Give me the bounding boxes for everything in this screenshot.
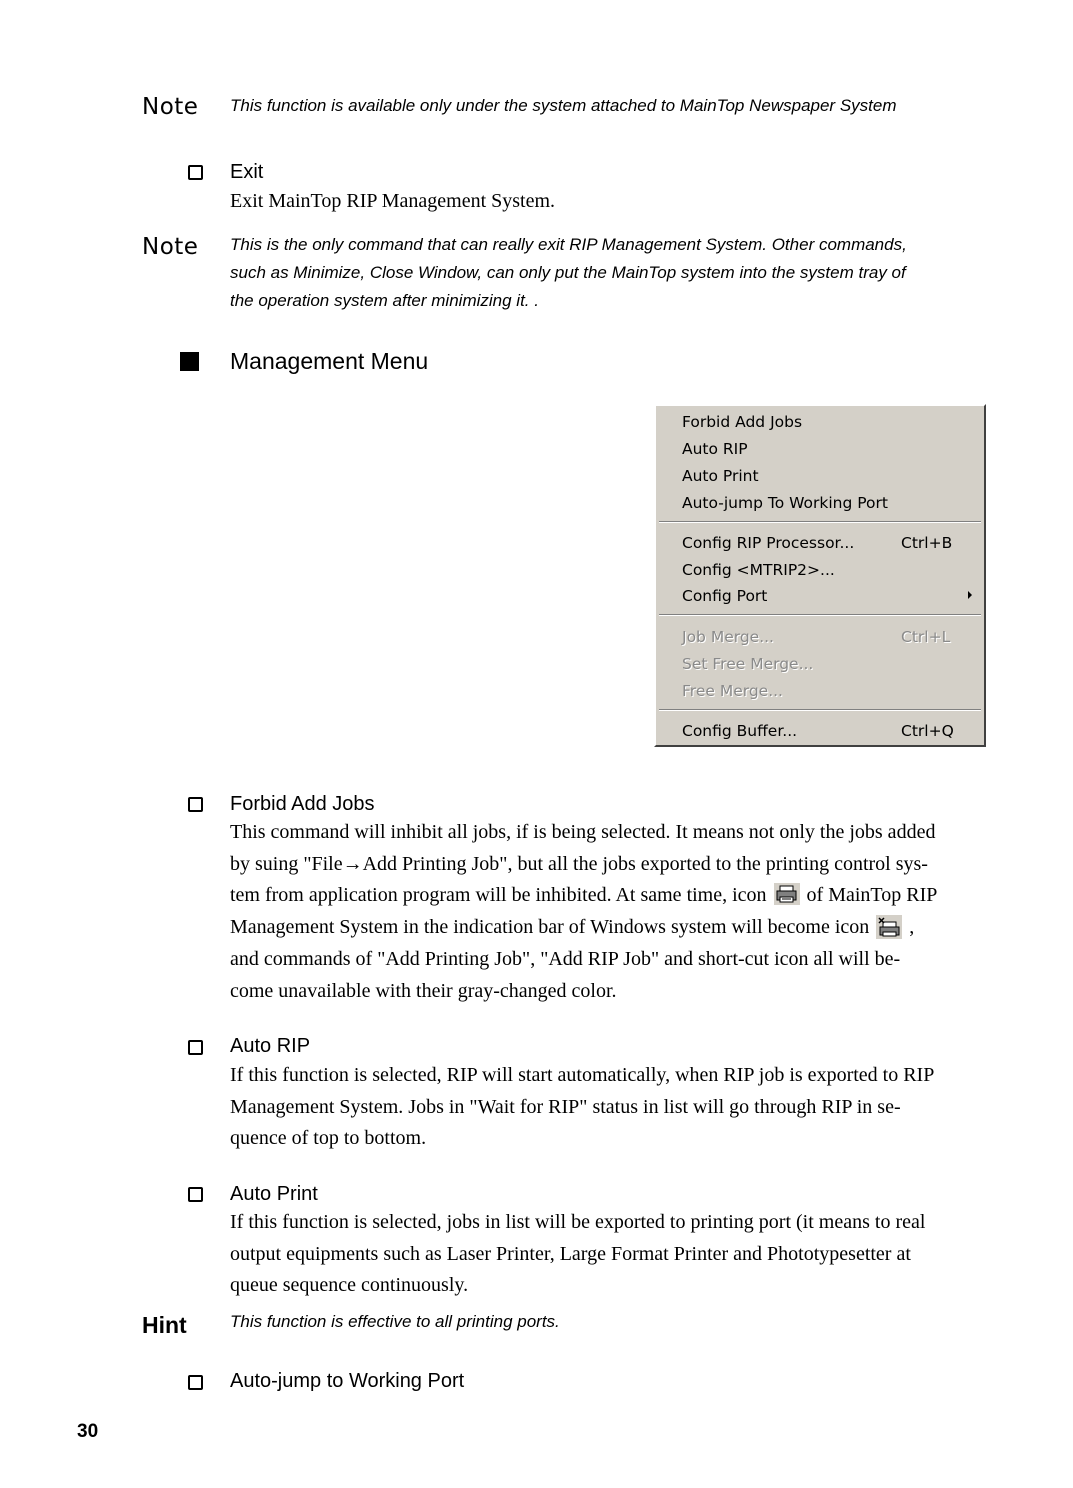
menu-item-auto-print[interactable]: Auto Print — [682, 467, 759, 485]
menu-item-set-free-merge: Set Free Merge... — [682, 655, 814, 673]
note-text: This function is available only under the system attached to MainTop Newspaper System — [230, 96, 897, 115]
body-line: If this function is selected, RIP will start automatically, when RIP job is exported to RIP — [230, 1064, 935, 1086]
menu-separator — [659, 521, 981, 523]
note-label: Note — [142, 94, 199, 120]
menu-item-config-rip-processor[interactable]: Config RIP Processor... — [682, 534, 855, 552]
note-text-line: the operation system after minimizing it. . — [230, 291, 539, 310]
submenu-arrow-icon — [968, 591, 972, 599]
auto-jump-heading: Auto-jump to Working Port — [230, 1370, 465, 1392]
body-line: of MainTop RIP — [806, 884, 938, 907]
checkbox-bullet-icon — [188, 1040, 203, 1055]
body-line: output equipments such as Laser Printer, Large Format Printer and Phototypesetter at — [230, 1242, 911, 1265]
body-line: Management System. Jobs in "Wait for RIP" status in list will go through RIP in se- — [230, 1095, 901, 1118]
hint-text: This function is effective to all printing ports. — [230, 1312, 560, 1331]
body-line: This command will inhibit all jobs, if is being selected. It means not only the jobs added — [230, 821, 936, 843]
body-line: queue sequence continuously. — [230, 1274, 469, 1297]
exit-description: Exit MainTop RIP Management System. — [230, 190, 556, 212]
menu-item-job-merge: Job Merge... — [682, 628, 774, 646]
body-line: and commands of "Add Printing Job", "Add RIP Job" and short-cut icon all will be- — [230, 947, 901, 970]
menu-separator — [659, 709, 981, 711]
body-line: come unavailable with their gray-changed color. — [230, 979, 617, 1002]
body-line: quence of top to bottom. — [230, 1127, 427, 1150]
body-line: by suing "File→Add Printing Job", but all the jobs exported to the printing control sys- — [230, 852, 928, 875]
note-text-line: This is the only command that can really exit RIP Management System. Other commands, — [230, 235, 907, 254]
body-line: If this function is selected, jobs in list will be exported to printing port (it means to real — [230, 1211, 926, 1233]
printer-forbidden-tray-icon — [876, 913, 902, 939]
note-text-line: such as Minimize, Close Window, can only put the MainTop system into the system tray of — [230, 263, 906, 282]
body-line: , — [909, 916, 915, 939]
note-label: Note — [142, 234, 199, 260]
menu-item-free-merge: Free Merge... — [682, 682, 783, 700]
forbid-add-jobs-heading: Forbid Add Jobs — [230, 793, 375, 815]
menu-item-forbid-add-jobs[interactable]: Forbid Add Jobs — [682, 413, 803, 431]
body-line: Management System in the indication bar of Windows system will become icon — [230, 916, 870, 939]
auto-print-heading: Auto Print — [230, 1183, 318, 1205]
square-bullet-icon — [180, 352, 199, 371]
hint-label: Hint — [142, 1312, 187, 1338]
management-menu-screenshot — [654, 404, 986, 747]
menu-item-config-port[interactable]: Config Port — [682, 587, 768, 605]
section-heading: Management Menu — [230, 348, 429, 374]
printer-tray-icon — [774, 883, 800, 905]
menu-shortcut: Ctrl+L — [901, 628, 951, 646]
menu-item-auto-rip[interactable]: Auto RIP — [682, 440, 748, 458]
menu-item-config-mtrip2[interactable]: Config <MTRIP2>... — [682, 561, 835, 579]
checkbox-bullet-icon — [188, 165, 203, 180]
menu-shortcut: Ctrl+B — [901, 534, 953, 552]
auto-rip-heading: Auto RIP — [230, 1035, 311, 1057]
page-number: 30 — [77, 1421, 99, 1442]
menu-item-config-buffer[interactable]: Config Buffer... — [682, 722, 798, 740]
exit-heading: Exit — [230, 161, 264, 183]
checkbox-bullet-icon — [188, 1187, 203, 1202]
menu-shortcut: Ctrl+Q — [901, 722, 954, 740]
checkbox-bullet-icon — [188, 797, 203, 812]
menu-item-auto-jump[interactable]: Auto-jump To Working Port — [682, 494, 888, 512]
body-line: tem from application program will be inhibited. At same time, icon — [230, 884, 767, 907]
checkbox-bullet-icon — [188, 1375, 203, 1390]
menu-separator — [659, 614, 981, 616]
